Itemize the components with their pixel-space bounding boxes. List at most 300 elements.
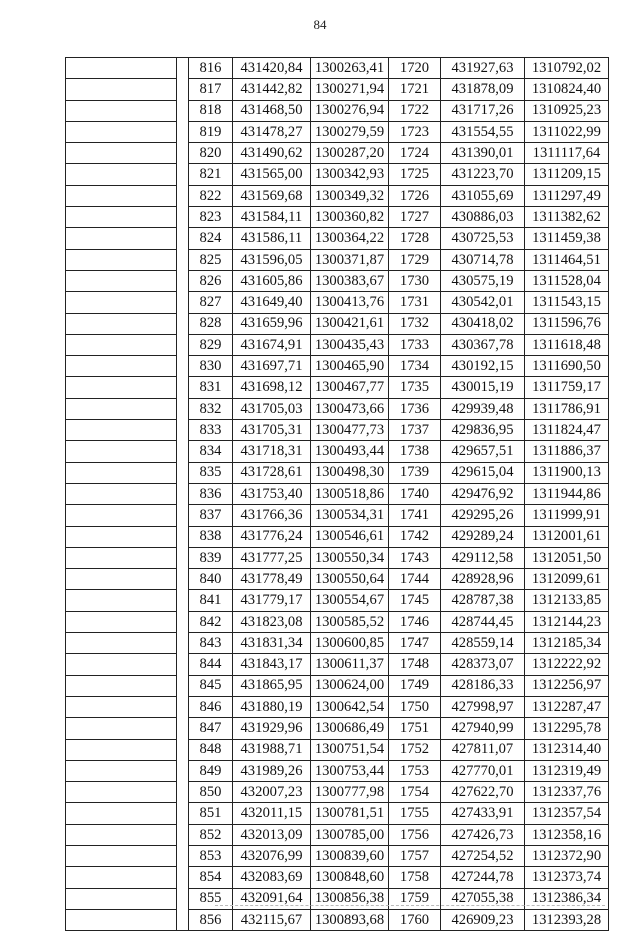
point-number: 1741 [389,505,441,526]
y-coordinate: 1300349,32 [311,185,389,206]
y-coordinate: 1312319,49 [525,760,609,781]
x-coordinate: 428186,33 [441,675,525,696]
empty-cell [66,164,177,185]
separator-cell [177,58,189,79]
x-coordinate: 427940,99 [441,718,525,739]
y-coordinate: 1311543,15 [525,292,609,313]
empty-cell [66,377,177,398]
separator-cell [177,782,189,803]
y-coordinate: 1300550,64 [311,569,389,590]
point-number: 839 [189,547,233,568]
separator-cell [177,292,189,313]
point-number: 1731 [389,292,441,313]
y-coordinate: 1312386,34 [525,888,609,909]
table-row [66,633,609,654]
x-coordinate: 431659,96 [233,313,311,334]
x-coordinate: 427622,70 [441,782,525,803]
x-coordinate: 428787,38 [441,590,525,611]
x-coordinate: 432115,67 [233,909,311,930]
separator-cell [177,377,189,398]
separator-cell [177,313,189,334]
y-coordinate: 1311528,04 [525,270,609,291]
y-coordinate: 1312358,16 [525,824,609,845]
x-coordinate: 431766,36 [233,505,311,526]
y-coordinate: 1300342,93 [311,164,389,185]
empty-cell [66,526,177,547]
x-coordinate: 429289,24 [441,526,525,547]
empty-cell [66,760,177,781]
point-number: 854 [189,867,233,888]
y-coordinate: 1300435,43 [311,334,389,355]
x-coordinate: 431478,27 [233,121,311,142]
point-number: 817 [189,79,233,100]
y-coordinate: 1311382,62 [525,207,609,228]
point-number: 1750 [389,696,441,717]
x-coordinate: 428744,45 [441,611,525,632]
separator-cell [177,547,189,568]
separator-cell [177,845,189,866]
point-number: 1728 [389,228,441,249]
y-coordinate: 1300271,94 [311,79,389,100]
point-number: 1749 [389,675,441,696]
y-coordinate: 1310824,40 [525,79,609,100]
y-coordinate: 1300781,51 [311,803,389,824]
separator-cell [177,79,189,100]
point-number: 820 [189,143,233,164]
point-number: 1733 [389,334,441,355]
point-number: 1736 [389,398,441,419]
point-number: 1756 [389,824,441,845]
empty-cell [66,718,177,739]
empty-cell [66,420,177,441]
empty-cell [66,547,177,568]
x-coordinate: 432013,09 [233,824,311,845]
x-coordinate: 428373,07 [441,654,525,675]
y-coordinate: 1311786,91 [525,398,609,419]
x-coordinate: 429836,95 [441,420,525,441]
y-coordinate: 1311464,51 [525,249,609,270]
point-number: 1729 [389,249,441,270]
point-number: 1738 [389,441,441,462]
point-number: 1754 [389,782,441,803]
y-coordinate: 1311900,13 [525,462,609,483]
x-coordinate: 431705,31 [233,420,311,441]
empty-cell [66,505,177,526]
empty-cell [66,398,177,419]
y-coordinate: 1311824,47 [525,420,609,441]
y-coordinate: 1300534,31 [311,505,389,526]
point-number: 1746 [389,611,441,632]
y-coordinate: 1312295,78 [525,718,609,739]
y-coordinate: 1300473,66 [311,398,389,419]
table-row [66,547,609,568]
empty-cell [66,909,177,930]
point-number: 846 [189,696,233,717]
separator-cell [177,739,189,760]
x-coordinate: 431705,03 [233,398,311,419]
x-coordinate: 431717,26 [441,100,525,121]
point-number: 851 [189,803,233,824]
x-coordinate: 431586,11 [233,228,311,249]
separator-cell [177,590,189,611]
y-coordinate: 1300263,41 [311,58,389,79]
y-coordinate: 1312373,74 [525,867,609,888]
separator-cell [177,398,189,419]
y-coordinate: 1311886,37 [525,441,609,462]
x-coordinate: 431843,17 [233,654,311,675]
table-row [66,249,609,270]
y-coordinate: 1312144,23 [525,611,609,632]
y-coordinate: 1312372,90 [525,845,609,866]
separator-cell [177,824,189,845]
x-coordinate: 431565,00 [233,164,311,185]
point-number: 1753 [389,760,441,781]
point-number: 834 [189,441,233,462]
x-coordinate: 431823,08 [233,611,311,632]
x-coordinate: 429476,92 [441,483,525,504]
table-row [66,696,609,717]
x-coordinate: 429615,04 [441,462,525,483]
x-coordinate: 431649,40 [233,292,311,313]
y-coordinate: 1312001,61 [525,526,609,547]
y-coordinate: 1300848,60 [311,867,389,888]
x-coordinate: 427998,97 [441,696,525,717]
separator-cell [177,505,189,526]
empty-cell [66,228,177,249]
point-number: 1722 [389,100,441,121]
x-coordinate: 431878,09 [441,79,525,100]
x-coordinate: 430575,19 [441,270,525,291]
y-coordinate: 1311459,38 [525,228,609,249]
y-coordinate: 1300287,20 [311,143,389,164]
x-coordinate: 429657,51 [441,441,525,462]
empty-cell [66,483,177,504]
empty-cell [66,143,177,164]
table-row [66,164,609,185]
x-coordinate: 429112,58 [441,547,525,568]
table-row [66,760,609,781]
x-coordinate: 431988,71 [233,739,311,760]
point-number: 1737 [389,420,441,441]
y-coordinate: 1300383,67 [311,270,389,291]
x-coordinate: 426909,23 [441,909,525,930]
table-row [66,207,609,228]
x-coordinate: 431596,05 [233,249,311,270]
point-number: 853 [189,845,233,866]
y-coordinate: 1300546,61 [311,526,389,547]
y-coordinate: 1300279,59 [311,121,389,142]
x-coordinate: 431468,50 [233,100,311,121]
empty-cell [66,79,177,100]
x-coordinate: 431697,71 [233,356,311,377]
x-coordinate: 427426,73 [441,824,525,845]
separator-cell [177,143,189,164]
table-row [66,377,609,398]
table-row [66,58,609,79]
y-coordinate: 1300413,76 [311,292,389,313]
y-coordinate: 1311596,76 [525,313,609,334]
point-number: 1732 [389,313,441,334]
x-coordinate: 432007,23 [233,782,311,803]
y-coordinate: 1300554,67 [311,590,389,611]
x-coordinate: 431223,70 [441,164,525,185]
separator-cell [177,207,189,228]
y-coordinate: 1310792,02 [525,58,609,79]
separator-cell [177,228,189,249]
point-number: 823 [189,207,233,228]
point-number: 1730 [389,270,441,291]
y-coordinate: 1300518,86 [311,483,389,504]
point-number: 1760 [389,909,441,930]
y-coordinate: 1300642,54 [311,696,389,717]
empty-cell [66,313,177,334]
table-row [66,334,609,355]
separator-cell [177,462,189,483]
table-row [66,483,609,504]
point-number: 841 [189,590,233,611]
table-row [66,526,609,547]
x-coordinate: 431698,12 [233,377,311,398]
empty-cell [66,185,177,206]
separator-cell [177,441,189,462]
point-number: 829 [189,334,233,355]
table-row [66,228,609,249]
point-number: 847 [189,718,233,739]
x-coordinate: 430725,53 [441,228,525,249]
point-number: 824 [189,228,233,249]
empty-cell [66,441,177,462]
empty-cell [66,356,177,377]
x-coordinate: 432011,15 [233,803,311,824]
x-coordinate: 427433,91 [441,803,525,824]
y-coordinate: 1312133,85 [525,590,609,611]
table-row [66,909,609,930]
point-number: 832 [189,398,233,419]
point-number: 1755 [389,803,441,824]
point-number: 826 [189,270,233,291]
empty-cell [66,845,177,866]
x-coordinate: 431880,19 [233,696,311,717]
y-coordinate: 1300465,90 [311,356,389,377]
y-coordinate: 1300600,85 [311,633,389,654]
x-coordinate: 431718,31 [233,441,311,462]
empty-cell [66,633,177,654]
y-coordinate: 1300493,44 [311,441,389,462]
empty-cell [66,675,177,696]
separator-cell [177,356,189,377]
separator-cell [177,909,189,930]
x-coordinate: 431927,63 [441,58,525,79]
y-coordinate: 1300585,52 [311,611,389,632]
table-row [66,654,609,675]
y-coordinate: 1300467,77 [311,377,389,398]
separator-cell [177,334,189,355]
table-row [66,100,609,121]
point-number: 849 [189,760,233,781]
x-coordinate: 431728,61 [233,462,311,483]
x-coordinate: 431779,17 [233,590,311,611]
page-number: 84 [313,17,327,32]
point-number: 1726 [389,185,441,206]
separator-cell [177,121,189,142]
point-number: 1743 [389,547,441,568]
x-coordinate: 431442,82 [233,79,311,100]
point-number: 1758 [389,867,441,888]
separator-cell [177,696,189,717]
empty-cell [66,569,177,590]
table-row [66,270,609,291]
point-number: 850 [189,782,233,803]
point-number: 831 [189,377,233,398]
point-number: 828 [189,313,233,334]
y-coordinate: 1311944,86 [525,483,609,504]
y-coordinate: 1300371,87 [311,249,389,270]
separator-cell [177,803,189,824]
y-coordinate: 1311759,17 [525,377,609,398]
x-coordinate: 431929,96 [233,718,311,739]
empty-cell [66,782,177,803]
table-row [66,313,609,334]
point-number: 836 [189,483,233,504]
point-number: 1721 [389,79,441,100]
point-number: 833 [189,420,233,441]
point-number: 819 [189,121,233,142]
point-number: 845 [189,675,233,696]
separator-cell [177,249,189,270]
point-number: 848 [189,739,233,760]
separator-cell [177,675,189,696]
separator-cell [177,633,189,654]
x-coordinate: 430886,03 [441,207,525,228]
y-coordinate: 1300360,82 [311,207,389,228]
table-row [66,718,609,739]
point-number: 1724 [389,143,441,164]
x-coordinate: 431390,01 [441,143,525,164]
y-coordinate: 1300276,94 [311,100,389,121]
x-coordinate: 427055,38 [441,888,525,909]
point-number: 1735 [389,377,441,398]
y-coordinate: 1300611,37 [311,654,389,675]
y-coordinate: 1300893,68 [311,909,389,930]
table-row [66,79,609,100]
x-coordinate: 431776,24 [233,526,311,547]
separator-cell [177,867,189,888]
empty-cell [66,270,177,291]
point-number: 822 [189,185,233,206]
table-row [66,824,609,845]
y-coordinate: 1311022,99 [525,121,609,142]
point-number: 842 [189,611,233,632]
point-number: 1740 [389,483,441,504]
empty-cell [66,58,177,79]
empty-cell [66,739,177,760]
x-coordinate: 431420,84 [233,58,311,79]
point-number: 830 [189,356,233,377]
table-row [66,505,609,526]
point-number: 1744 [389,569,441,590]
x-coordinate: 431753,40 [233,483,311,504]
separator-cell [177,654,189,675]
y-coordinate: 1300753,44 [311,760,389,781]
x-coordinate: 430542,01 [441,292,525,313]
separator-cell [177,420,189,441]
y-coordinate: 1311999,91 [525,505,609,526]
y-coordinate: 1300624,00 [311,675,389,696]
table-row [66,398,609,419]
point-number: 825 [189,249,233,270]
point-number: 816 [189,58,233,79]
empty-cell [66,824,177,845]
empty-cell [66,611,177,632]
separator-cell [177,270,189,291]
y-coordinate: 1300477,73 [311,420,389,441]
table-row [66,888,609,909]
y-coordinate: 1312222,92 [525,654,609,675]
x-coordinate: 428928,96 [441,569,525,590]
separator-cell [177,718,189,739]
empty-cell [66,888,177,909]
table-row [66,590,609,611]
point-number: 1739 [389,462,441,483]
x-coordinate: 430418,02 [441,313,525,334]
separator-cell [177,760,189,781]
separator-cell [177,164,189,185]
point-number: 1734 [389,356,441,377]
y-coordinate: 1312185,34 [525,633,609,654]
separator-cell [177,185,189,206]
point-number: 856 [189,909,233,930]
empty-cell [66,654,177,675]
x-coordinate: 430192,15 [441,356,525,377]
y-coordinate: 1312051,50 [525,547,609,568]
x-coordinate: 431989,26 [233,760,311,781]
table-row [66,803,609,824]
x-coordinate: 430015,19 [441,377,525,398]
y-coordinate: 1312287,47 [525,696,609,717]
separator-cell [177,483,189,504]
table-row [66,569,609,590]
point-number: 818 [189,100,233,121]
bottom-divider [215,905,605,906]
table-row [66,462,609,483]
empty-cell [66,334,177,355]
point-number: 1720 [389,58,441,79]
y-coordinate: 1300498,30 [311,462,389,483]
point-number: 1757 [389,845,441,866]
y-coordinate: 1300856,38 [311,888,389,909]
x-coordinate: 432091,64 [233,888,311,909]
x-coordinate: 430367,78 [441,334,525,355]
y-coordinate: 1312337,76 [525,782,609,803]
point-number: 852 [189,824,233,845]
table-row [66,739,609,760]
separator-cell [177,888,189,909]
empty-cell [66,249,177,270]
x-coordinate: 431674,91 [233,334,311,355]
point-number: 843 [189,633,233,654]
separator-cell [177,569,189,590]
x-coordinate: 429939,48 [441,398,525,419]
y-coordinate: 1300550,34 [311,547,389,568]
point-number: 821 [189,164,233,185]
empty-cell [66,462,177,483]
y-coordinate: 1300777,98 [311,782,389,803]
x-coordinate: 432076,99 [233,845,311,866]
table-row [66,867,609,888]
y-coordinate: 1311297,49 [525,185,609,206]
point-number: 1751 [389,718,441,739]
point-number: 855 [189,888,233,909]
